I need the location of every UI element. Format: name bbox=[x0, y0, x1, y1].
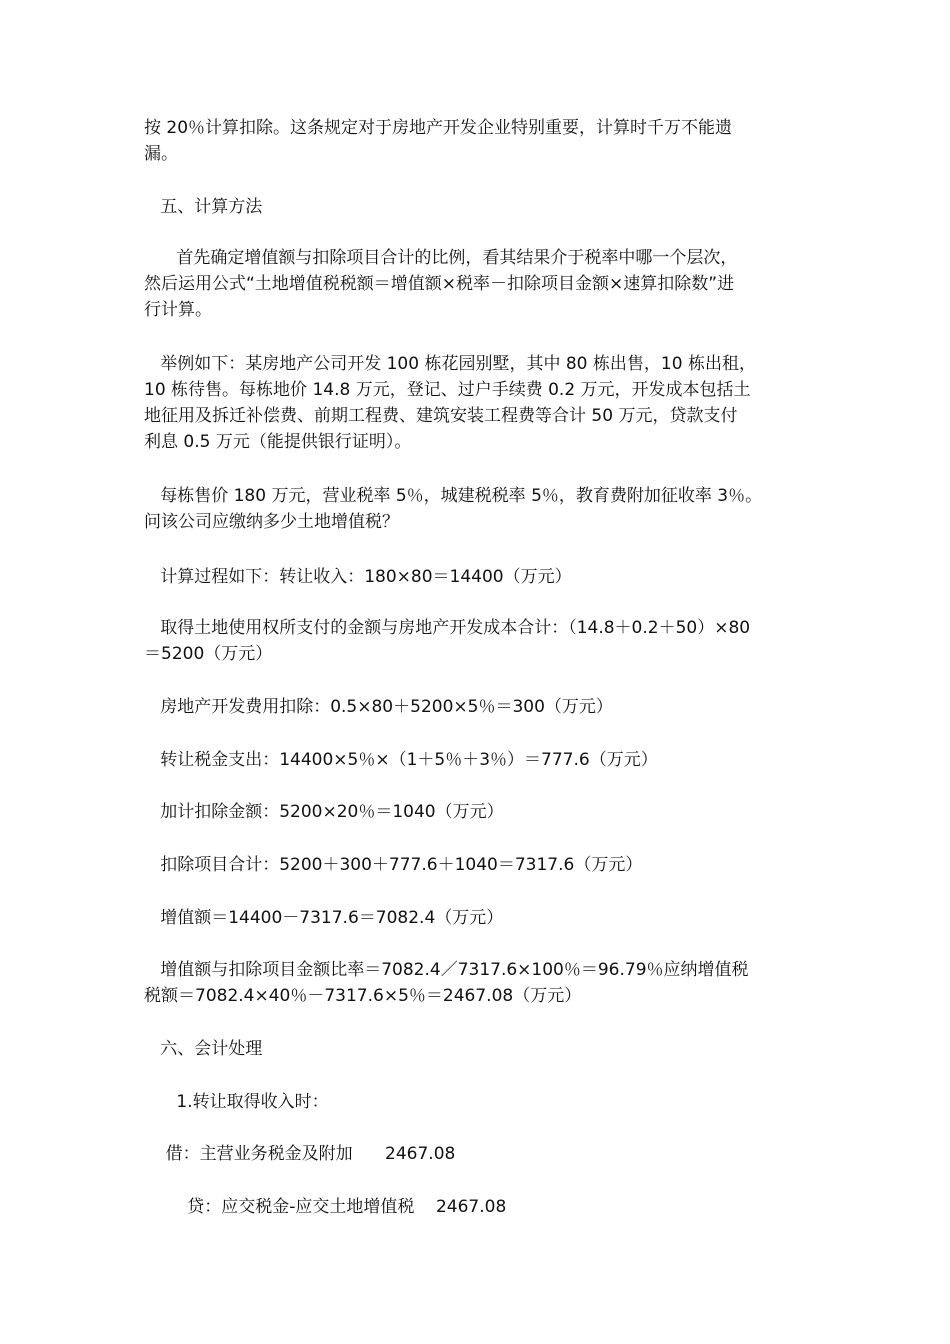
paragraph-value-added bbox=[144, 905, 812, 931]
text-line: 六、会计处理 bbox=[144, 1039, 263, 1059]
text-line: 每栋售价 180 万元，营业税率 5％，城建税税率 5％，教育费附加征收率 3％。 bbox=[144, 486, 763, 506]
text-line: 举例如下：某房地产公司开发 100 栋花园别墅，其中 80 栋出售，10 栋出租， bbox=[144, 354, 756, 374]
paragraph-debit-entry bbox=[144, 1141, 812, 1167]
paragraph-development-expense bbox=[144, 694, 812, 720]
paragraph-method bbox=[144, 245, 812, 323]
paragraph-transfer-tax bbox=[144, 747, 812, 773]
paragraph-tax-payable bbox=[144, 957, 812, 1009]
text-line: 房地产开发费用扣除：0.5×80＋5200×5％＝300（万元） bbox=[144, 697, 613, 717]
text-line: 转让税金支出：14400×5％×（1＋5％＋3％）＝777.6（万元） bbox=[144, 750, 658, 770]
section-heading-calculation-method bbox=[144, 194, 812, 220]
paragraph-additional-deduction bbox=[144, 799, 812, 825]
text-line: 增值额与扣除项目金额比率＝7082.4／7317.6×100％＝96.79％应纳增值税 bbox=[144, 960, 749, 980]
text-line: 增值额＝14400－7317.6＝7082.4（万元） bbox=[144, 908, 504, 928]
text-line: 然后运用公式“土地增值税税额＝增值额×税率－扣除项目金额×速算扣除数”进 bbox=[144, 274, 735, 294]
text-line: 税额＝7082.4×40％－7317.6×5％＝2467.08（万元） bbox=[144, 986, 582, 1006]
paragraph-transfer-income bbox=[144, 564, 812, 590]
text-line: 1.转让取得收入时： bbox=[144, 1092, 329, 1112]
text-line: 五、计算方法 bbox=[144, 197, 263, 217]
text-line: 借：主营业务税金及附加 2467.08 bbox=[144, 1144, 456, 1164]
paragraph-entry-title bbox=[144, 1089, 812, 1115]
text-line: 首先确定增值额与扣除项目合计的比例，看其结果介于税率中哪一个层次， bbox=[144, 248, 738, 268]
paragraph-deduction-note bbox=[144, 115, 812, 167]
text-line: 计算过程如下：转让收入：180×80＝14400（万元） bbox=[144, 567, 572, 587]
paragraph-credit-entry bbox=[144, 1194, 812, 1220]
paragraph-example bbox=[144, 351, 812, 455]
paragraph-question bbox=[144, 483, 812, 535]
text-line: 扣除项目合计：5200＋300＋777.6＋1040＝7317.6（万元） bbox=[144, 855, 643, 875]
text-line: 按 20％计算扣除。这条规定对于房地产开发企业特别重要，计算时千万不能遗 bbox=[144, 118, 733, 138]
paragraph-total-deduction bbox=[144, 852, 812, 878]
paragraph-land-cost bbox=[144, 615, 812, 667]
text-line: 漏。 bbox=[144, 144, 178, 164]
text-line: 问该公司应缴纳多少土地增值税？ bbox=[144, 512, 399, 532]
text-line: ＝5200（万元） bbox=[144, 644, 273, 664]
text-line: 取得土地使用权所支付的金额与房地产开发成本合计：（14.8＋0.2＋50）×80 bbox=[144, 618, 751, 638]
text-line: 行计算。 bbox=[144, 300, 212, 320]
section-heading-accounting bbox=[144, 1036, 812, 1062]
text-line: 贷：应交税金-应交土地增值税 2467.08 bbox=[144, 1197, 507, 1217]
text-line: 10 栋待售。每栋地价 14.8 万元，登记、过户手续费 0.2 万元，开发成本包括土 bbox=[144, 380, 751, 400]
text-line: 地征用及拆迁补偿费、前期工程费、建筑安装工程费等合计 50 万元，贷款支付 bbox=[144, 406, 738, 426]
text-line: 利息 0.5 万元（能提供银行证明）。 bbox=[144, 432, 412, 452]
text-line: 加计扣除金额：5200×20％＝1040（万元） bbox=[144, 802, 504, 822]
